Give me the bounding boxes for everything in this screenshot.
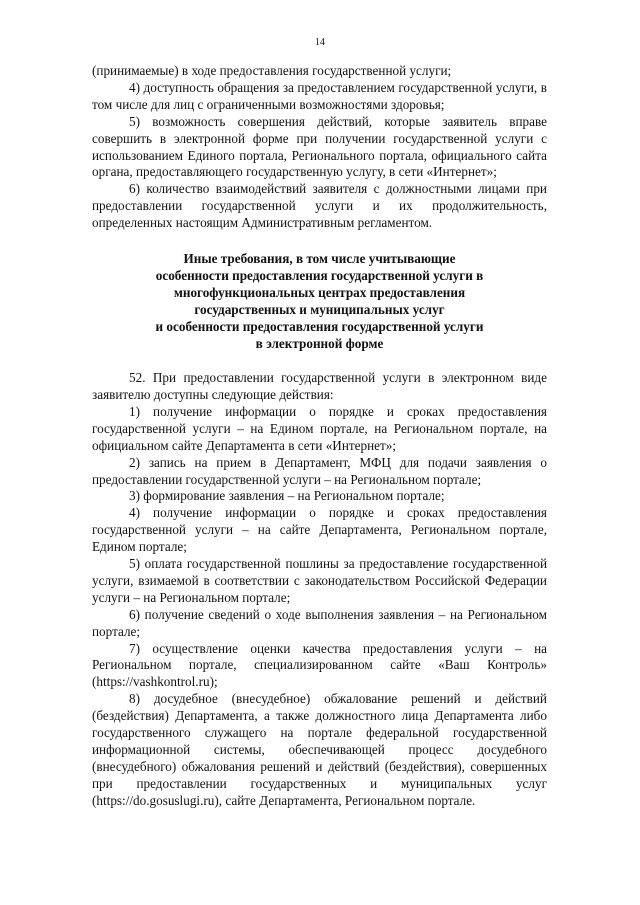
paragraph-clause-52: 52. При предоставлении государственной услуги в электронном виде заявителю доступны следующие действия:: [92, 370, 547, 402]
paragraph-action-5: 5) оплата государственной пошлины за предоставление государственной услуги, взимаемой в соответствии с законодательством Российской Федерации услуги – на Региональном портале;: [92, 556, 547, 605]
paragraph-continuation: (принимаемые) в ходе предоставления государственной услуги;: [92, 63, 452, 78]
heading-line: особенности предоставления государственной услуги в: [155, 268, 484, 284]
heading-line: многофункциональных центрах предоставления: [173, 285, 466, 301]
heading-line: Иные требования, в том числе учитывающие: [183, 251, 456, 267]
heading-line: государственных и муниципальных услуг: [194, 302, 445, 318]
page-number: 14: [315, 37, 325, 48]
section-heading: [92, 250, 547, 352]
paragraph-action-8: 8) досудебное (внесудебное) обжалование решений и действий (бездействия) Департамента, а также должностного лица Департамента либо государственного служащего на портале федеральной государственной информационной системы, обеспечивающей процесс досудебного (внесудебного) обжалования решений и действий (бездействия), совершенных при предоставлении государственных и муниципальных услуг (https://do.gosuslugi.ru), сайте Департамента, Региональном портале.: [92, 691, 547, 808]
section-bottom: [92, 370, 547, 810]
heading-line: в электронной форме: [255, 336, 384, 352]
paragraph-action-1: 1) получение информации о порядке и сроках предоставления государственной услуги – на Едином портале, на Региональном портале, на официальном сайте Департамента в сети «Интернет»;: [92, 403, 547, 453]
paragraph-action-3: 3) формирование заявления – на Региональном портале;: [129, 488, 445, 504]
paragraph-action-4: 4) получение информации о порядке и сроках предоставления государственной услуги – на сайте Департамента, Региональном портале, Едином портале;: [92, 505, 547, 555]
paragraph-item-6: 6) количество взаимодействий заявителя с должностными лицами при предоставлении государственной услуги и их продолжительность, определенных настоящим Административным регламентом.: [92, 181, 547, 231]
paragraph-item-5: 5) возможность совершения действий, которые заявитель вправе совершить в электронной форме при получении государственной услуги с использованием Единого портала, Регионального портала, официального сайта органа, предоставляющего государственную услугу, в сети «Интернет»;: [92, 113, 547, 180]
document-body: [92, 63, 547, 810]
paragraph-action-2: 2) запись на прием в Департамент, МФЦ для подачи заявления о предоставлении государственной услуги – на Региональном портале;: [92, 454, 547, 487]
paragraph-action-6: 6) получение сведений о ходе выполнения заявления – на Региональном портале;: [92, 606, 547, 639]
heading-line: и особенности предоставления государственной услуги: [155, 319, 484, 335]
spacer: [92, 352, 547, 370]
paragraph-item-4: 4) доступность обращения за предоставлением государственной услуги, в том числе для лиц с ограниченными возможностями здоровья;: [92, 79, 547, 112]
paragraph-action-7: 7) осуществление оценки качества предоставления услуги – на Региональном портале, специализированном сайте «Ваш Контроль» (https://vashkontrol.ru);: [92, 640, 547, 690]
section-top: [92, 63, 547, 232]
spacer: [92, 232, 547, 250]
